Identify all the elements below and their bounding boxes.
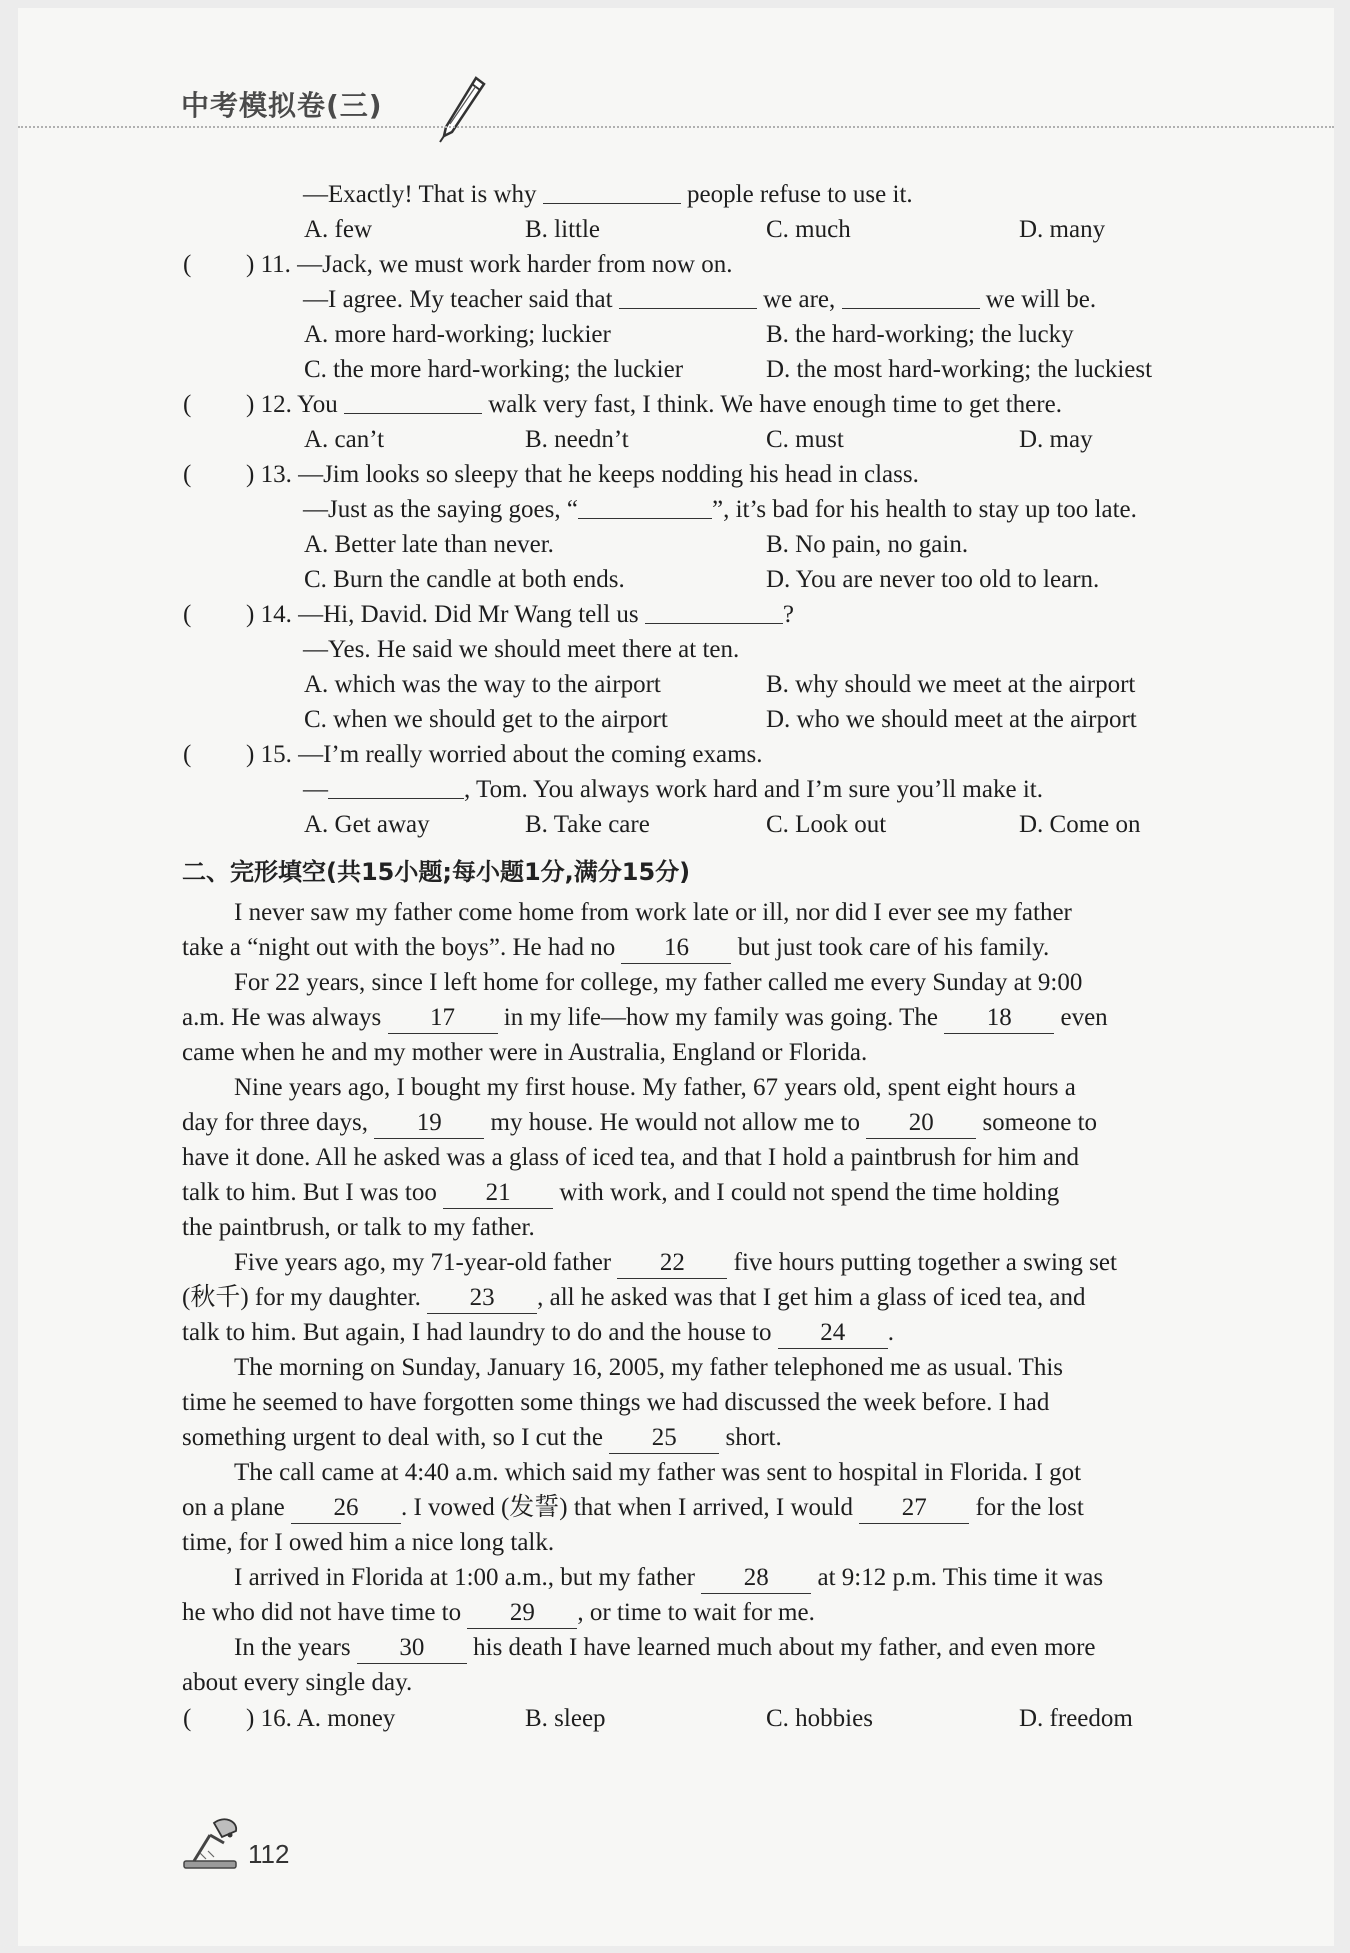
passage-line: In the years 30 his death I have learned much about my father, and even more	[182, 1630, 1212, 1665]
q11-paren[interactable]: (	[183, 251, 192, 278]
passage-line: (秋千) for my daughter. 23 , all he asked was that I get him a glass of iced tea, and	[182, 1280, 1212, 1315]
q11-stem: ) 11. —Jack, we must work harder from now on.	[246, 251, 733, 278]
q12-option-d: D. may	[1019, 426, 1093, 453]
q15-stem: ) 15. —I’m really worried about the coming exams.	[246, 741, 763, 768]
passage-line: take a “night out with the boys”. He had no 16 but just took care of his family.	[182, 930, 1212, 965]
q13-stem: ) 13. —Jim looks so sleepy that he keeps nodding his head in class.	[246, 461, 919, 488]
q13-option-b: B. No pain, no gain.	[766, 531, 969, 558]
answer-blank[interactable]	[543, 178, 681, 204]
cloze-blank-30[interactable]: 30	[357, 1633, 467, 1664]
cloze-blank-23[interactable]: 23	[427, 1283, 537, 1314]
q11-line2: —I agree. My teacher said that we are, we will be.	[303, 282, 1096, 317]
q16-option-c: C. hobbies	[766, 1705, 873, 1732]
passage-line: The morning on Sunday, January 16, 2005, my father telephoned me as usual. This	[234, 1354, 1064, 1381]
cloze-blank-19[interactable]: 19	[374, 1108, 484, 1139]
q12-option-b: B. needn’t	[525, 426, 629, 453]
passage-line: he who did not have time to 29 , or time to wait for me.	[182, 1595, 1212, 1630]
q16-stem: ) 16. A. money	[246, 1705, 396, 1732]
q13-option-d: D. You are never too old to learn.	[766, 566, 1100, 593]
q14-line2: —Yes. He said we should meet there at ten.	[303, 636, 740, 663]
passage-line: time, for I owed him a nice long talk.	[182, 1529, 555, 1556]
answer-blank[interactable]	[645, 598, 783, 624]
q13-paren[interactable]: (	[183, 461, 192, 488]
passage-line: day for three days, 19 my house. He would not allow me to 20 someone to	[182, 1105, 1212, 1140]
q14-paren[interactable]: (	[183, 601, 192, 628]
passage-line: talk to him. But again, I had laundry to do and the house to 24 .	[182, 1315, 1212, 1350]
answer-blank[interactable]	[842, 283, 980, 309]
header-title: 中考模拟卷(三)	[181, 89, 383, 122]
passage-line: came when he and my mother were in Australia, England or Florida.	[182, 1039, 868, 1066]
passage-line: Five years ago, my 71-year-old father 22 five hours putting together a swing set	[182, 1245, 1212, 1280]
q10-line: —Exactly! That is why people refuse to use it.	[303, 177, 913, 212]
q13-option-a: A. Better late than never.	[304, 531, 554, 558]
passage-line: I never saw my father come home from work late or ill, nor did I ever see my father	[234, 899, 1072, 926]
q14-option-c: C. when we should get to the airport	[304, 706, 668, 733]
passage-line: For 22 years, since I left home for college, my father called me every Sunday at 9:00	[234, 969, 1083, 996]
answer-blank[interactable]	[328, 773, 464, 799]
answer-blank[interactable]	[578, 493, 712, 519]
cloze-blank-26[interactable]: 26	[291, 1493, 401, 1524]
passage-line: have it done. All he asked was a glass of iced tea, and that I hold a paintbrush for him and	[182, 1144, 1079, 1171]
cloze-blank-27[interactable]: 27	[859, 1493, 969, 1524]
page-number: 112	[248, 1839, 290, 1869]
cloze-blank-22[interactable]: 22	[617, 1248, 727, 1279]
passage-line: time he seemed to have forgotten some things we had discussed the week before. I had	[182, 1389, 1050, 1416]
q15-line2: — , Tom. You always work hard and I’m sure you’ll make it.	[303, 772, 1043, 807]
passage-line: something urgent to deal with, so I cut the 25 short.	[182, 1420, 1212, 1455]
desk-lamp-icon	[180, 1813, 244, 1876]
section-heading: 二、完形填空(共15小题;每小题1分,满分15分)	[182, 858, 691, 886]
q13-line2: —Just as the saying goes, “ ”, it’s bad for his health to stay up too late.	[303, 492, 1137, 527]
cloze-blank-16[interactable]: 16	[621, 933, 731, 964]
passage-line: on a plane 26 . I vowed (发誓) that when I arrived, I would 27 for the lost	[182, 1490, 1212, 1525]
cloze-blank-24[interactable]: 24	[778, 1318, 888, 1349]
cloze-blank-28[interactable]: 28	[701, 1563, 811, 1594]
passage-line: a.m. He was always 17 in my life—how my family was going. The 18 even	[182, 1000, 1212, 1035]
q12-option-c: C. must	[766, 426, 844, 453]
q11-option-b: B. the hard-working; the lucky	[766, 321, 1074, 348]
cloze-blank-21[interactable]: 21	[443, 1178, 553, 1209]
passage-line: I arrived in Florida at 1:00 a.m., but my father 28 at 9:12 p.m. This time it was	[182, 1560, 1212, 1595]
q12-option-a: A. can’t	[304, 426, 385, 453]
q10-option-d: D. many	[1019, 216, 1106, 243]
passage-line: talk to him. But I was too 21 with work, and I could not spend the time holding	[182, 1175, 1212, 1210]
cloze-blank-20[interactable]: 20	[866, 1108, 976, 1139]
q11-option-a: A. more hard-working; luckier	[304, 321, 611, 348]
q14-option-b: B. why should we meet at the airport	[766, 671, 1136, 698]
cloze-blank-18[interactable]: 18	[944, 1003, 1054, 1034]
q10-option-b: B. little	[525, 216, 600, 243]
passage-line: about every single day.	[182, 1669, 413, 1696]
passage-line: The call came at 4:40 a.m. which said my father was sent to hospital in Florida. I got	[234, 1459, 1082, 1486]
q14-stem: ) 14. —Hi, David. Did Mr Wang tell us ?	[246, 597, 794, 632]
q10-option-a: A. few	[304, 216, 373, 243]
answer-blank[interactable]	[344, 388, 482, 414]
q14-option-a: A. which was the way to the airport	[304, 671, 661, 698]
q15-paren[interactable]: (	[183, 741, 192, 768]
q15-option-c: C. Look out	[766, 811, 887, 838]
answer-blank[interactable]	[619, 283, 757, 309]
q11-option-d: D. the most hard-working; the luckiest	[766, 356, 1153, 383]
q12-stem: ) 12. You walk very fast, I think. We have enough time to get there.	[246, 387, 1062, 422]
passage	[182, 895, 1212, 1700]
passage-line: Nine years ago, I bought my first house. My father, 67 years old, spent eight hours a	[234, 1074, 1076, 1101]
q16-option-d: D. freedom	[1019, 1705, 1133, 1732]
passage-line: the paintbrush, or talk to my father.	[182, 1214, 535, 1241]
cloze-blank-17[interactable]: 17	[388, 1003, 498, 1034]
q12-paren[interactable]: (	[183, 391, 192, 418]
cloze-blank-25[interactable]: 25	[609, 1423, 719, 1454]
q14-option-d: D. who we should meet at the airport	[766, 706, 1137, 733]
q10-option-c: C. much	[766, 216, 851, 243]
q15-option-a: A. Get away	[304, 811, 430, 838]
q16-paren[interactable]: (	[183, 1705, 192, 1732]
cloze-blank-29[interactable]: 29	[467, 1598, 577, 1629]
q13-option-c: C. Burn the candle at both ends.	[304, 566, 625, 593]
q16-option-b: B. sleep	[525, 1705, 606, 1732]
q11-option-c: C. the more hard-working; the luckier	[304, 356, 684, 383]
q15-option-d: D. Come on	[1019, 811, 1141, 838]
q15-option-b: B. Take care	[525, 811, 650, 838]
